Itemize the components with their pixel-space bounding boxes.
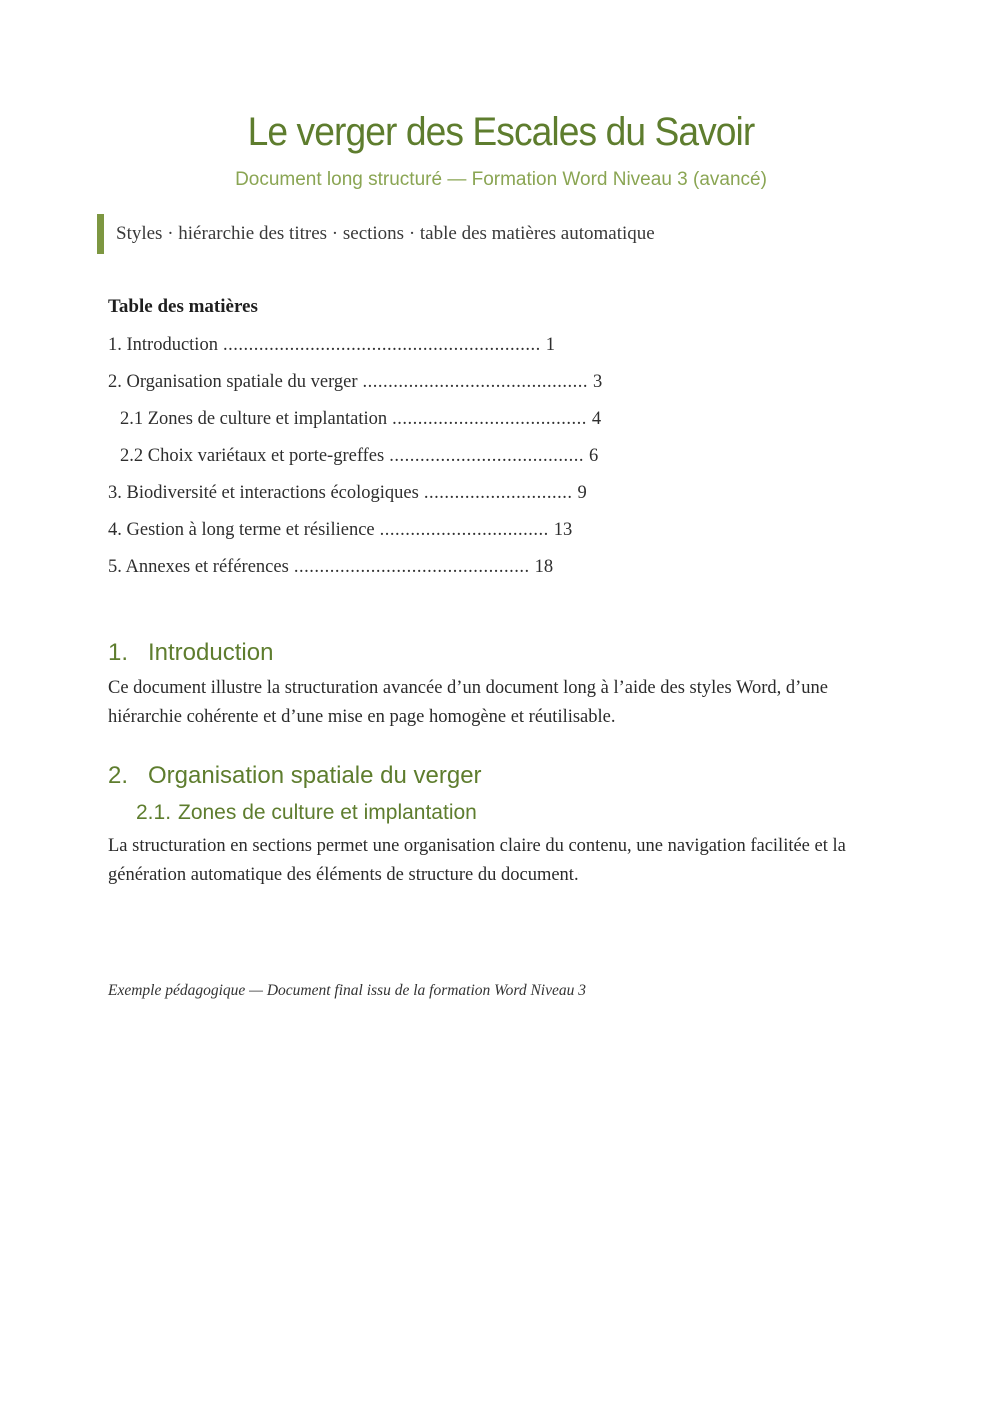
- quote-accent-bar: [97, 214, 104, 254]
- table-of-contents: [108, 296, 894, 577]
- toc-entry-label: 2.1 Zones de culture et implantation: [120, 409, 388, 429]
- document-title: Le verger des Escales du Savoir: [247, 110, 755, 154]
- quote-text: Styles · hiérarchie des titres · sections · table des matières automatique: [116, 223, 655, 244]
- toc-page-number: 9: [577, 483, 587, 503]
- toc-leader-dots: ............................................: [362, 372, 589, 392]
- document-subtitle: Document long structuré — Formation Word Niveau 3 (avancé): [235, 169, 767, 190]
- section-title: Organisation spatiale du verger: [148, 762, 482, 789]
- toc-entry-choix-varietaux[interactable]: [108, 447, 894, 466]
- toc-page-number: 13: [553, 520, 573, 540]
- toc-page-number: 4: [591, 409, 602, 429]
- toc-entry-biodiversite[interactable]: [108, 484, 894, 503]
- intro-quote: [108, 214, 894, 254]
- toc-page-number: 3: [593, 372, 603, 392]
- section-body-introduction: Ce document illustre la structuration avancée d’un document long à l’aide des styles Word, d’une hiérarchie cohérente et d’une mise en page homogène et réutilisable.: [108, 678, 828, 727]
- toc-entry-annexes[interactable]: [108, 558, 894, 577]
- toc-leader-dots: ......................................: [389, 446, 584, 466]
- toc-page-number: 1: [545, 335, 555, 355]
- toc-entry-label: 5. Annexes et références: [108, 557, 289, 577]
- toc-entry-label: 3. Biodiversité et interactions écologiques: [108, 483, 419, 503]
- section-body-organisation: La structuration en sections permet une organisation claire du contenu, une navigation facilitée et la génération automatique des éléments de structure du document.: [108, 836, 846, 885]
- section-heading-introduction: [108, 639, 894, 667]
- section-number: 1.: [108, 639, 129, 666]
- toc-entry-label: 1. Introduction: [108, 335, 218, 355]
- toc-leader-dots: .................................: [379, 520, 549, 540]
- toc-entry-gestion[interactable]: [108, 521, 894, 540]
- subsection-title: Zones de culture et implantation: [178, 801, 477, 824]
- toc-leader-dots: ......................................: [392, 409, 587, 429]
- toc-entry-label: 2. Organisation spatiale du verger: [108, 372, 358, 392]
- subsection-heading-zones: [136, 800, 894, 825]
- toc-page-number: 18: [534, 557, 554, 577]
- toc-entry-label: 4. Gestion à long terme et résilience: [108, 520, 375, 540]
- section-title: Introduction: [148, 639, 274, 666]
- section-number: 2.: [108, 762, 129, 789]
- toc-leader-dots: ..............................................................: [222, 335, 541, 355]
- toc-leader-dots: .............................: [423, 483, 573, 503]
- toc-entry-zones-de-culture[interactable]: [108, 410, 894, 429]
- section-heading-organisation: [108, 762, 894, 790]
- subsection-number: 2.1.: [136, 801, 172, 824]
- toc-entry-organisation[interactable]: [108, 373, 894, 392]
- toc-page-number: 6: [588, 446, 599, 466]
- toc-leader-dots: ..............................................: [293, 557, 530, 577]
- toc-entry-introduction[interactable]: [108, 336, 894, 355]
- toc-heading: Table des matières: [108, 296, 258, 317]
- footer-note: Exemple pédagogique — Document final issu de la formation Word Niveau 3: [108, 982, 587, 999]
- toc-entry-label: 2.2 Choix variétaux et porte-greffes: [120, 446, 385, 466]
